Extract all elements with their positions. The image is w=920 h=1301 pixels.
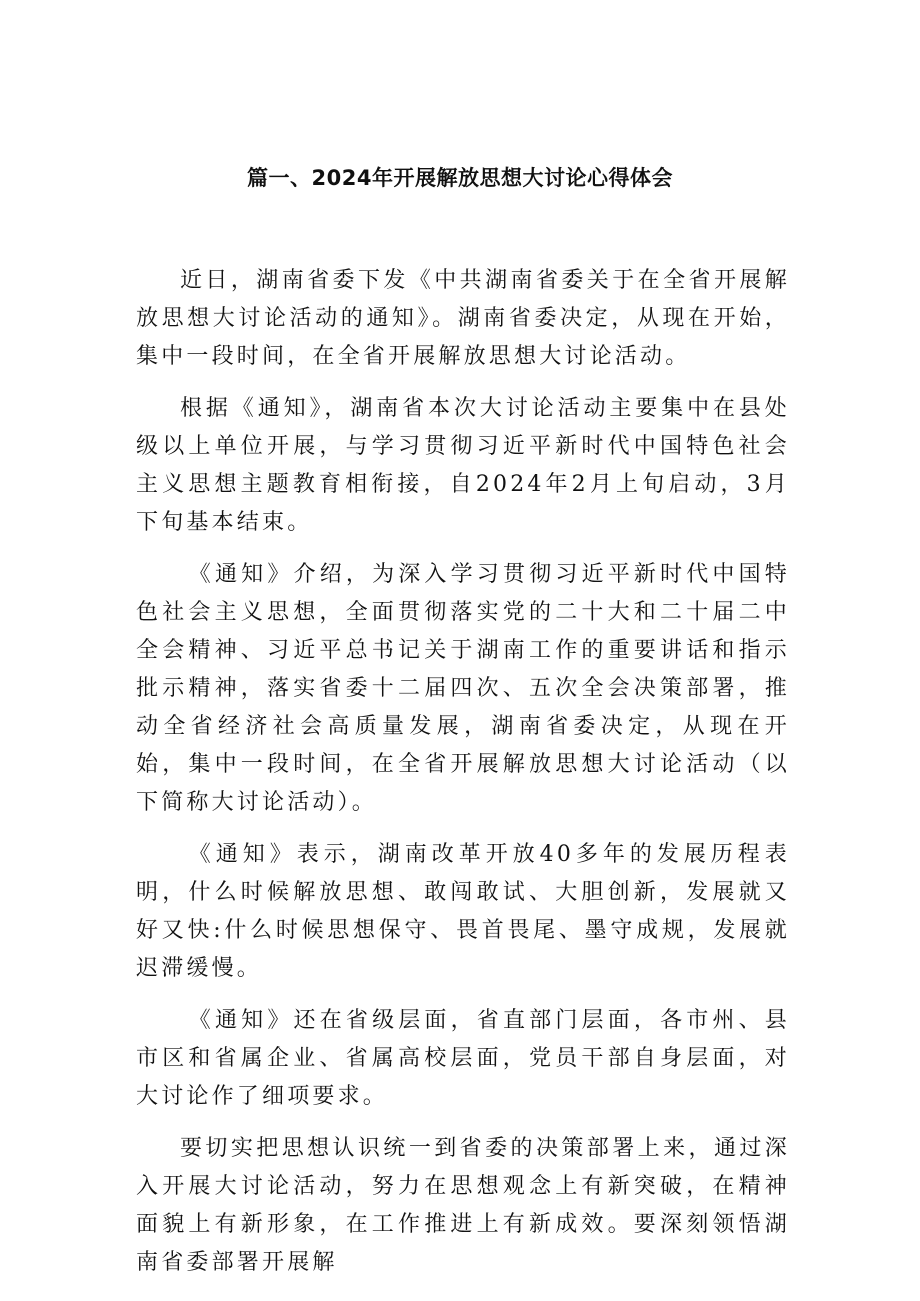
paragraph-6: 要切实把思想认识统一到省委的决策部署上来，通过深入开展大讨论活动，努力在思想观念上有新突破，在精神面貌上有新形象，在工作推进上有新成效。要深刻领悟湖南省委部署开展解: [136, 1136, 790, 1275]
paragraph-5: 《通知》还在省级层面，省直部门层面，各市州、县市区和省属企业、省属高校层面，党员干部自身层面，对大讨论作了细项要求。: [136, 1008, 790, 1109]
document-title: 篇一、2024年开展解放思想大讨论心得体会: [247, 166, 673, 190]
paragraph-3: 《通知》介绍，为深入学习贯彻习近平新时代中国特色社会主义思想，全面贯彻落实党的二十大和二十届二中全会精神、习近平总书记关于湖南工作的重要讲话和指示批示精神，落实省委十二届四次、五次全会决策部署，推动全省经济社会高质量发展，湖南省委决定，从现在开始，集中一段时间，在全省开展解放思想大讨论活动（以下简称大讨论活动）。: [136, 562, 790, 815]
paragraph-1: 近日，湖南省委下发《中共湖南省委关于在全省开展解放思想大讨论活动的通知》。湖南省委决定，从现在开始，集中一段时间，在全省开展解放思想大讨论活动。: [136, 268, 790, 369]
paragraph-4: 《通知》表示，湖南改革开放40多年的发展历程表明，什么时候解放思想、敢闯敢试、大胆创新，发展就又好又快:什么时候思想保守、畏首畏尾、墨守成规，发展就迟滞缓慢。: [136, 842, 790, 981]
paragraph-2: 根据《通知》，湖南省本次大讨论活动主要集中在县处级以上单位开展，与学习贯彻习近平新时代中国特色社会主义思想主题教育相衔接，自2024年2月上旬启动，3月下旬基本结束。: [136, 396, 790, 535]
document-body: [136, 262, 790, 1296]
